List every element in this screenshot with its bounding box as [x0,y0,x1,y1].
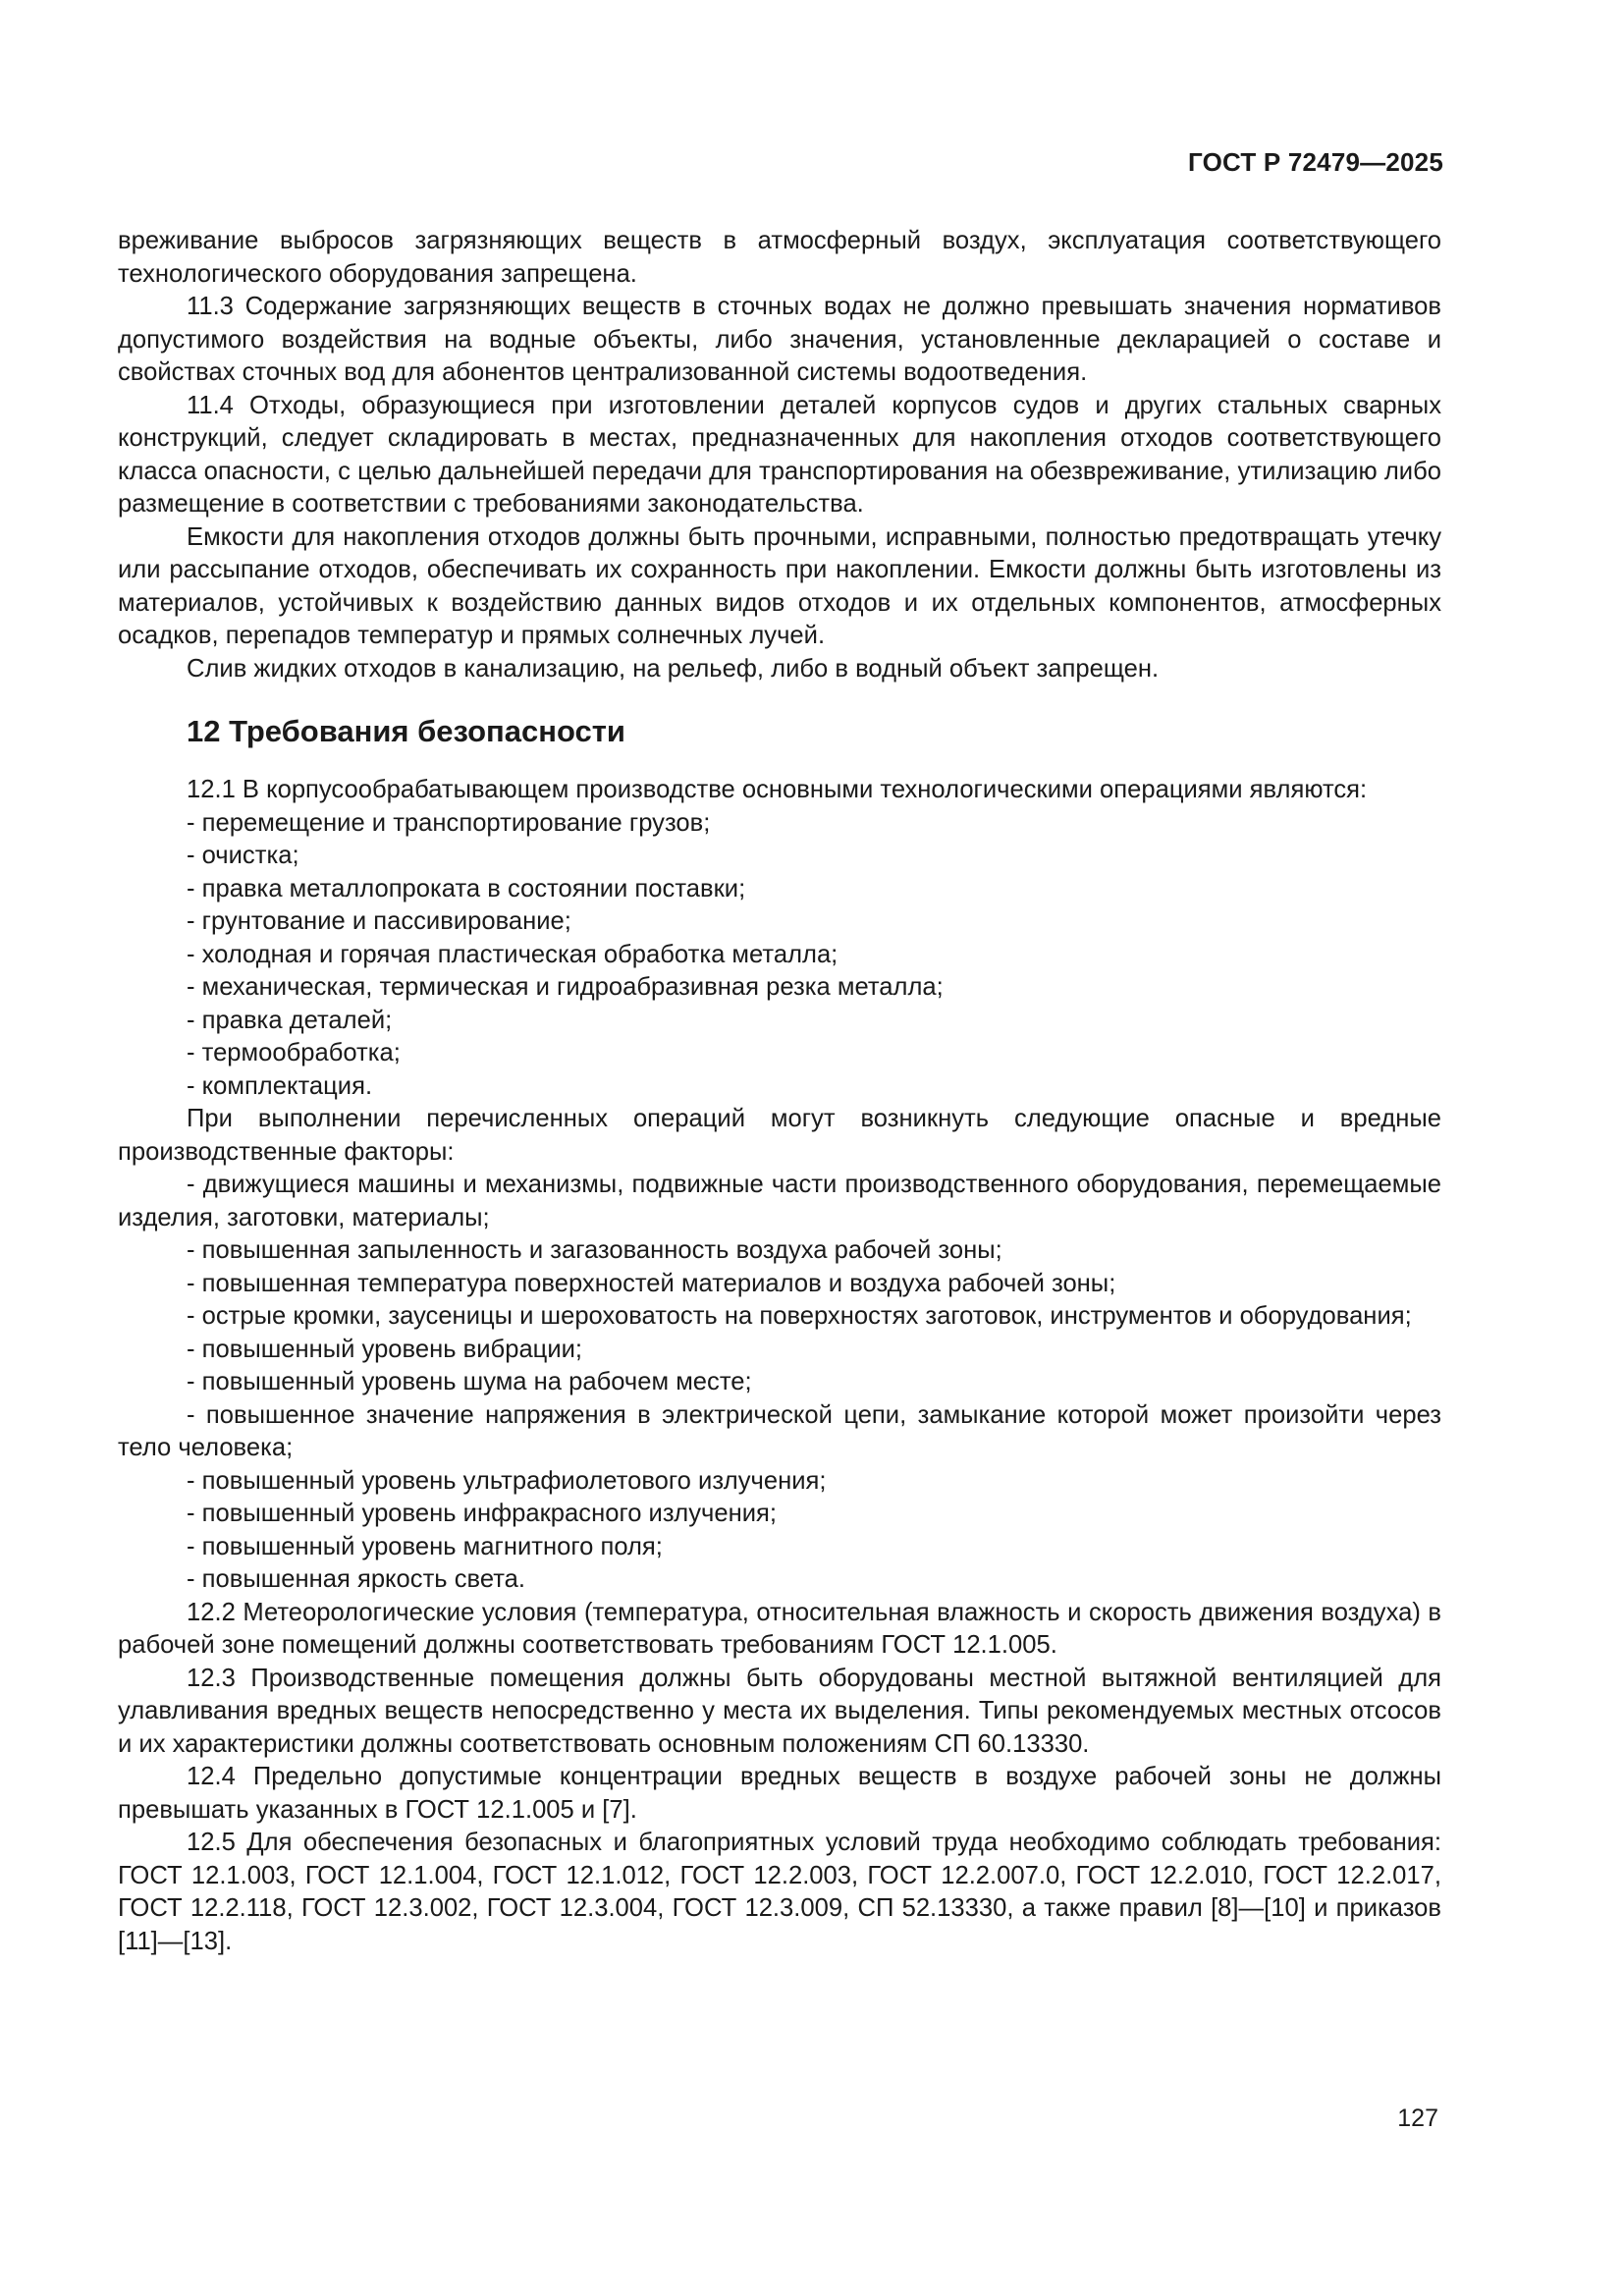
list-item: - комплектация. [187,1071,373,1100]
list-item: - повышенная температура поверхностей материалов и воздуха рабочей зоны; [187,1269,1116,1297]
list-item: - перемещение и транспортирование грузов; [187,808,711,837]
paragraph-liquid-waste: Слив жидких отходов в канализацию, на рельеф, либо в водный объект запрещен. [187,654,1160,683]
list-item: - повышенный уровень шума на рабочем месте; [187,1368,752,1395]
list-item: - повышенное значение напряжения в электрической цепи, замыкание которой может произойти через тело человека; [118,1400,1441,1461]
list-item: - повышенный уровень магнитного поля; [187,1532,663,1560]
paragraph-12-3: 12.3 Производственные помещения должны быть оборудованы местной вытяжной вентиляцией для улавливания вредных веществ непосредственно у места их выделения. Типы рекомендуемых местных отсосов и их характеристики должны соответствовать основным положениям СП 60.13330. [118,1664,1441,1758]
paragraph-12-2: 12.2 Метеорологические условия (температура, относительная влажность и скорость движения воздуха) в рабочей зоне помещений должны соответствовать требованиям ГОСТ 12.1.005. [118,1598,1441,1659]
paragraph-waste-containers: Емкости для накопления отходов должны быть прочными, исправными, полностью предотвращать утечку или рассыпание отходов, обеспечивать их сохранность при накоплении. Емкости должны быть изготовлены из материалов, устойчивых к воздействию данных видов отходов и их отдельных компонентов, атмосферных осадков, перепадов температур и прямых солнечных лучей. [118,522,1441,649]
list-item: - термообработка; [187,1039,401,1066]
list-item: - грунтование и пассивирование; [187,907,571,935]
list-item: - холодная и горячая пластическая обработка металла; [187,940,839,968]
paragraph-11-4: 11.4 Отходы, образующиеся при изготовлении деталей корпусов судов и других стальных сварных конструкций, следует складировать в местах, предназначенных для накопления отходов соответствующего класса опасности, с целью дальнейшей передачи для транспортирования на обезвреживание, утилизацию либо размещение в соответствии с требованиями законодательства. [118,391,1441,518]
list-item: - повышенная яркость света. [187,1565,526,1593]
paragraph-11-3: 11.3 Содержание загрязняющих веществ в сточных водах не должно превышать значения нормативов допустимого воздействия на водные объекты, либо значения, установленные декларацией о составе и свойствах сточных вод для абонентов централизованной системы водоотведения. [118,293,1441,386]
list-item: - правка металлопроката в состоянии поставки; [187,874,746,902]
list-item: - очистка; [187,842,299,869]
section-heading-12: 12 Требования безопасности [187,714,625,748]
paragraph-12-4: 12.4 Предельно допустимые концентрации вредных веществ в воздухе рабочей зоны не должны превышать указанных в ГОСТ 12.1.005 и [7]. [118,1763,1441,1824]
list-item: - механическая, термическая и гидроабразивная резка металла; [187,973,944,1001]
paragraph-12-1: 12.1 В корпусообрабатывающем производстве основными технологическими операциями являются: [187,776,1368,803]
paragraph-hazard-factors-intro: При выполнении перечисленных операций могут возникнуть следующие опасные и вредные производственные факторы: [118,1105,1441,1166]
list-item: - повышенная запыленность и загазованность воздуха рабочей зоны; [187,1236,1002,1264]
paragraph-continuation: вреживание выбросов загрязняющих веществ в атмосферный воздух, эксплуатация соответствующего технологического оборудования запрещена. [118,227,1441,288]
page-body [118,225,1441,1958]
operations-list [118,807,1441,1104]
list-item: - повышенный уровень ультрафиолетового излучения; [187,1466,827,1495]
page-number: 127 [1397,2105,1438,2132]
list-item: - движущиеся машины и механизмы, подвижные части производственного оборудования, перемещаемые изделия, заготовки, материалы; [118,1171,1441,1231]
paragraph-12-5: 12.5 Для обеспечения безопасных и благоприятных условий труда необходимо соблюдать требования: ГОСТ 12.1.003, ГОСТ 12.1.004, ГОСТ 12.1.012, ГОСТ 12.2.003, ГОСТ 12.2.007.0, ГОСТ 12.2.010, ГОСТ 12.2.017, ГОСТ 12.2.118, ГОСТ 12.3.002, ГОСТ 12.3.004, ГОСТ 12.3.009, СП 52.13330, а также правил [8]—[10] и приказов [11]—[13]. [118,1829,1441,1955]
list-item: - острые кромки, заусеницы и шероховатость на поверхностях заготовок, инструментов и оборудования; [187,1302,1412,1330]
list-item: - повышенный уровень инфракрасного излучения; [187,1500,778,1527]
hazard-factors-list [118,1169,1441,1597]
list-item: - правка деталей; [187,1006,393,1034]
document-id-header: ГОСТ Р 72479—2025 [1188,147,1443,177]
list-item: - повышенный уровень вибрации; [187,1335,583,1363]
